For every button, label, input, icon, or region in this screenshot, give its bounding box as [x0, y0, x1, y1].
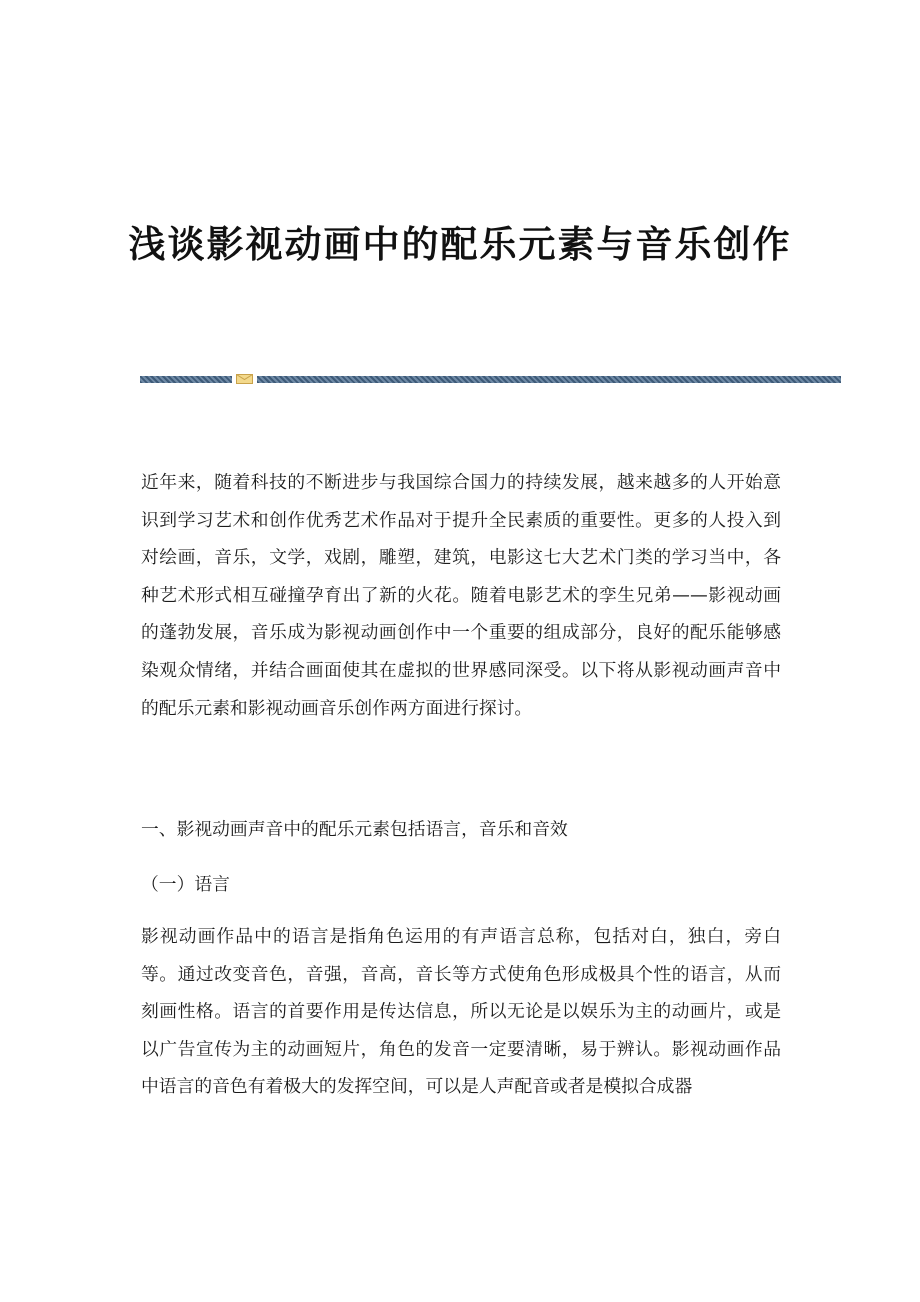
body-paragraph-2-block — [141, 918, 781, 1106]
divider-bar-right — [257, 376, 841, 383]
body-paragraph-1-block — [141, 464, 781, 727]
title-divider — [140, 374, 841, 384]
body-paragraph-2: 影视动画作品中的语言是指角色运用的有声语言总称，包括对白，独白，旁白等。通过改变音色，音强，音高，音长等方式使角色形成极具个性的语言，从而刻画性格。语言的首要作用是传达信息，所以无论是以娱乐为主的动画片，或是以广告宣传为主的动画短片，角色的发音一定要清晰，易于辨认。影视动画作品中语言的音色有着极大的发挥空间，可以是人声配音或者是模拟合成器 — [141, 926, 781, 1098]
envelope-ornament-icon — [236, 374, 253, 384]
divider-bar-left — [140, 376, 232, 383]
body-paragraph-1: 近年来，随着科技的不断进步与我国综合国力的持续发展，越来越多的人开始意识到学习艺术和创作优秀艺术作品对于提升全民素质的重要性。更多的人投入到对绘画，音乐，文学，戏剧，雕塑，建筑，电影这七大艺术门类的学习当中，各种艺术形式相互碰撞孕育出了新的火花。随着电影艺术的孪生兄弟——影视动画的蓬勃发展，音乐成为影视动画创作中一个重要的组成部分，良好的配乐能够感染观众情绪，并结合画面使其在虚拟的世界感同深受。以下将从影视动画声音中的配乐元素和影视动画音乐创作两方面进行探讨。 — [141, 472, 781, 719]
section-heading: 一、影视动画声音中的配乐元素包括语言，音乐和音效 — [141, 819, 568, 840]
document-title: 浅谈影视动画中的配乐元素与音乐创作 — [128, 222, 792, 266]
subsection-heading: （一）语言 — [141, 874, 230, 895]
